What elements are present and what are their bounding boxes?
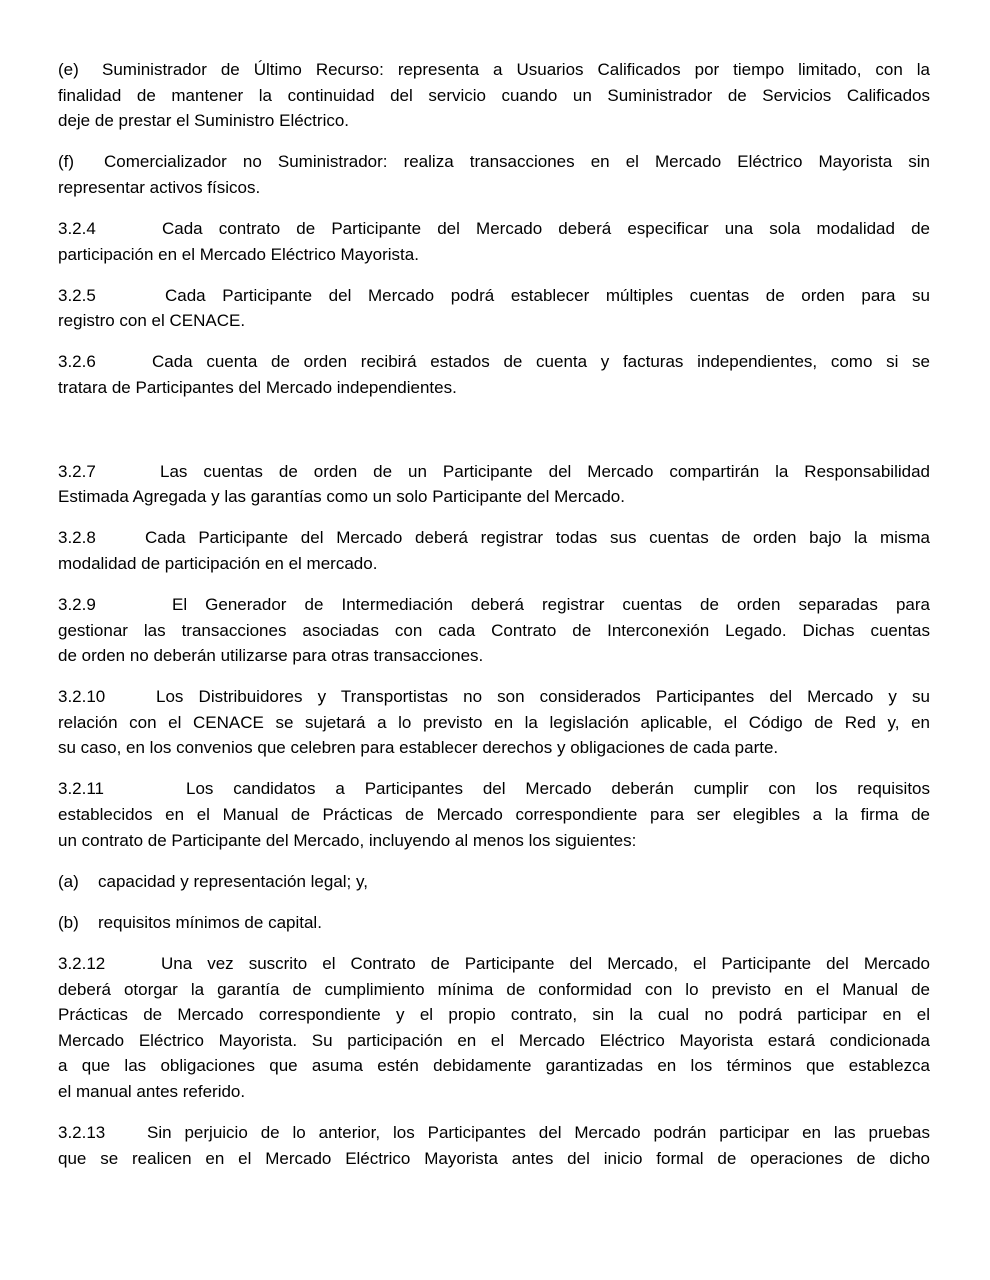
paragraph-e [58,57,930,134]
text-line: registro con el CENACE. [58,311,246,331]
paragraph-f [58,149,930,200]
paragraph-3-2-7 [58,459,930,510]
paragraph-number: 3.2.12 [58,953,106,973]
text-line [58,149,930,175]
paragraph-number: 3.2.11 [58,779,105,799]
text-line [58,910,930,936]
text-line: participación en el Mercado Eléctrico Mayorista. [58,244,419,264]
paragraph-text: El Generador de Intermediación deberá registrar cuentas de orden separadas para [172,594,930,614]
text-line: gestionar las transacciones asociadas con cada Contrato de Interconexión Legado. Dichas cuentas [58,620,930,640]
text-line: deberá otorgar la garantía de cumplimiento mínima de conformidad con lo previsto en el Manual de [58,979,930,999]
text-line [58,57,930,83]
paragraph-number: 3.2.5 [58,285,96,305]
paragraph-text: Cada Participante del Mercado podrá establecer múltiples cuentas de orden para su [165,285,930,305]
paragraph-number: 3.2.4 [58,218,96,238]
text-line [58,459,930,485]
paragraph-text: Comercializador no Suministrador: realiza transacciones en el Mercado Eléctrico Mayorista sin [104,152,930,172]
paragraph-b [58,910,930,936]
text-line [58,283,930,309]
paragraph-text: Sin perjuicio de lo anterior, los Participantes del Mercado podrán participar en las pruebas [147,1123,930,1142]
paragraph-number: (f) [58,152,75,172]
paragraph-3-2-6 [58,349,930,400]
paragraph-text: Los Distribuidores y Transportistas no son considerados Participantes del Mercado y su [156,687,930,707]
text-line [58,216,930,242]
paragraph-text: Cada cuenta de orden recibirá estados de cuenta y facturas independientes, como si se [152,352,930,372]
text-line [58,349,930,375]
text-line: Estimada Agregada y las garantías como un solo Participante del Mercado. [58,487,625,507]
text-line [58,592,930,618]
text-line: tratara de Participantes del Mercado independientes. [58,377,457,397]
paragraph-text: Los candidatos a Participantes del Mercado deberán cumplir con los requisitos [186,779,930,799]
text-line: Mercado Eléctrico Mayorista. Su participación en el Mercado Eléctrico Mayorista estará condicionada [58,1030,930,1050]
text-line: que se realicen en el Mercado Eléctrico Mayorista antes del inicio formal de operaciones de dicho [58,1148,930,1168]
text-line: modalidad de participación en el mercado. [58,553,378,573]
text-line: representar activos físicos. [58,177,261,197]
text-line: finalidad de mantener la continuidad del servicio cuando un Suministrador de Servicios Calificados [58,85,930,105]
paragraph-text: Las cuentas de orden de un Participante del Mercado compartirán la Responsabilidad [160,461,930,481]
paragraph-number: 3.2.13 [58,1123,106,1142]
text-line: relación con el CENACE se sujetará a lo previsto en la legislación aplicable, el Código de Red y, en [58,712,930,732]
text-line: su caso, en los convenios que celebren para establecer derechos y obligaciones de cada parte. [58,738,779,758]
text-line: establecidos en el Manual de Prácticas de Mercado correspondiente para ser elegibles a la firma de [58,805,930,825]
paragraph-3-2-11 [58,776,930,853]
paragraph-3-2-8 [58,525,930,576]
text-line [58,525,930,551]
text-line [58,869,930,895]
paragraph-number: 3.2.7 [58,461,96,481]
text-line [58,776,930,802]
paragraph-3-2-9 [58,592,930,669]
paragraph-3-2-12 [58,951,930,1105]
paragraph-text: Cada Participante del Mercado deberá registrar todas sus cuentas de orden bajo la misma [145,528,930,548]
paragraph-text: Una vez suscrito el Contrato de Participante del Mercado, el Participante del Mercado [161,953,930,973]
paragraph-number: 3.2.10 [58,687,106,707]
paragraph-text: requisitos mínimos de capital. [98,912,322,932]
text-line: deje de prestar el Suministro Eléctrico. [58,111,350,131]
paragraph-number: 3.2.6 [58,352,96,372]
document-page [58,57,930,1187]
text-line: Prácticas de Mercado correspondiente y el propio contrato, sin la cual no podrá participar en el [58,1005,930,1025]
paragraph-number: 3.2.9 [58,594,96,614]
paragraph-3-2-13 [58,1120,930,1171]
paragraph-number: 3.2.8 [58,528,96,548]
paragraph-3-2-10 [58,684,930,761]
paragraph-3-2-5 [58,283,930,334]
paragraph-number: (a) [58,871,79,891]
paragraph-number: (b) [58,912,79,932]
paragraph-a [58,869,930,895]
text-line: de orden no deberán utilizarse para otras transacciones. [58,646,484,666]
text-line: a que las obligaciones que asuma estén debidamente garantizadas en los términos que establezca [58,1056,930,1076]
text-line: el manual antes referido. [58,1081,246,1101]
paragraph-number: (e) [58,60,79,79]
paragraph-text: Cada contrato de Participante del Mercado deberá especificar una sola modalidad de [162,218,930,238]
text-line [58,951,930,977]
paragraph-text: Suministrador de Último Recurso: representa a Usuarios Calificados por tiempo limitado, con la [102,60,930,79]
paragraph-3-2-4 [58,216,930,267]
text-line [58,1120,930,1146]
text-line: un contrato de Participante del Mercado, incluyendo al menos los siguientes: [58,830,637,850]
text-line [58,684,930,710]
paragraph-text: capacidad y representación legal; y, [98,871,368,891]
